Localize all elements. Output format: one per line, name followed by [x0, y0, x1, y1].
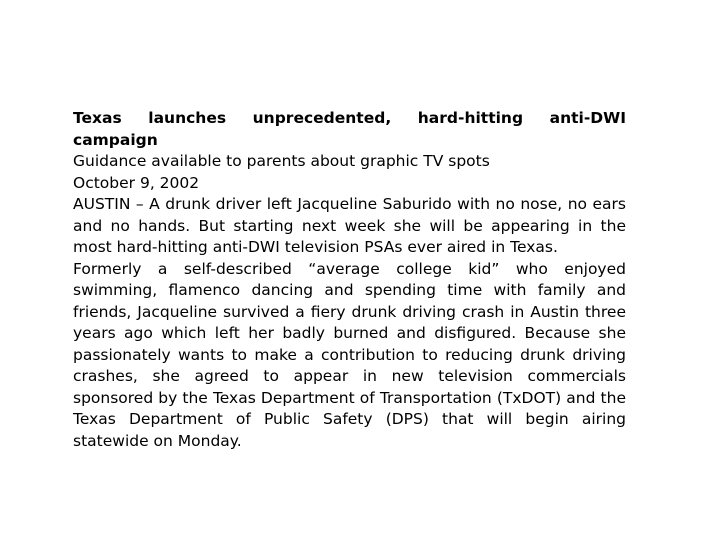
- press-release-text: [73, 108, 626, 452]
- release-date: October 9, 2002: [73, 173, 200, 192]
- headline: Texas launches unprecedented, hard-hitting anti-DWI campaign: [73, 109, 626, 149]
- paragraph-2: Formerly a self-described “average college kid” who enjoyed swimming, flamenco dancing and spending time with family and friends, Jacqueline survived a fiery drunk driving crash in Austin three years ago which left her badly burned and disfigured. Because she passionately wants to make a contribution to reducing drunk driving crashes, she agreed to appear in new television commercials sponsored by the Texas Department of Transportation (TxDOT) and the Texas Department of Public Safety (DPS) that will begin airing statewide on Monday.: [73, 259, 626, 450]
- subheadline: Guidance available to parents about graphic TV spots: [73, 152, 490, 170]
- paragraph-1: AUSTIN – A drunk driver left Jacqueline Saburido with no nose, no ears and no hands. But starting next week she will be appearing in the most hard-hitting anti-DWI television PSAs ever aired in Texas.: [73, 195, 626, 256]
